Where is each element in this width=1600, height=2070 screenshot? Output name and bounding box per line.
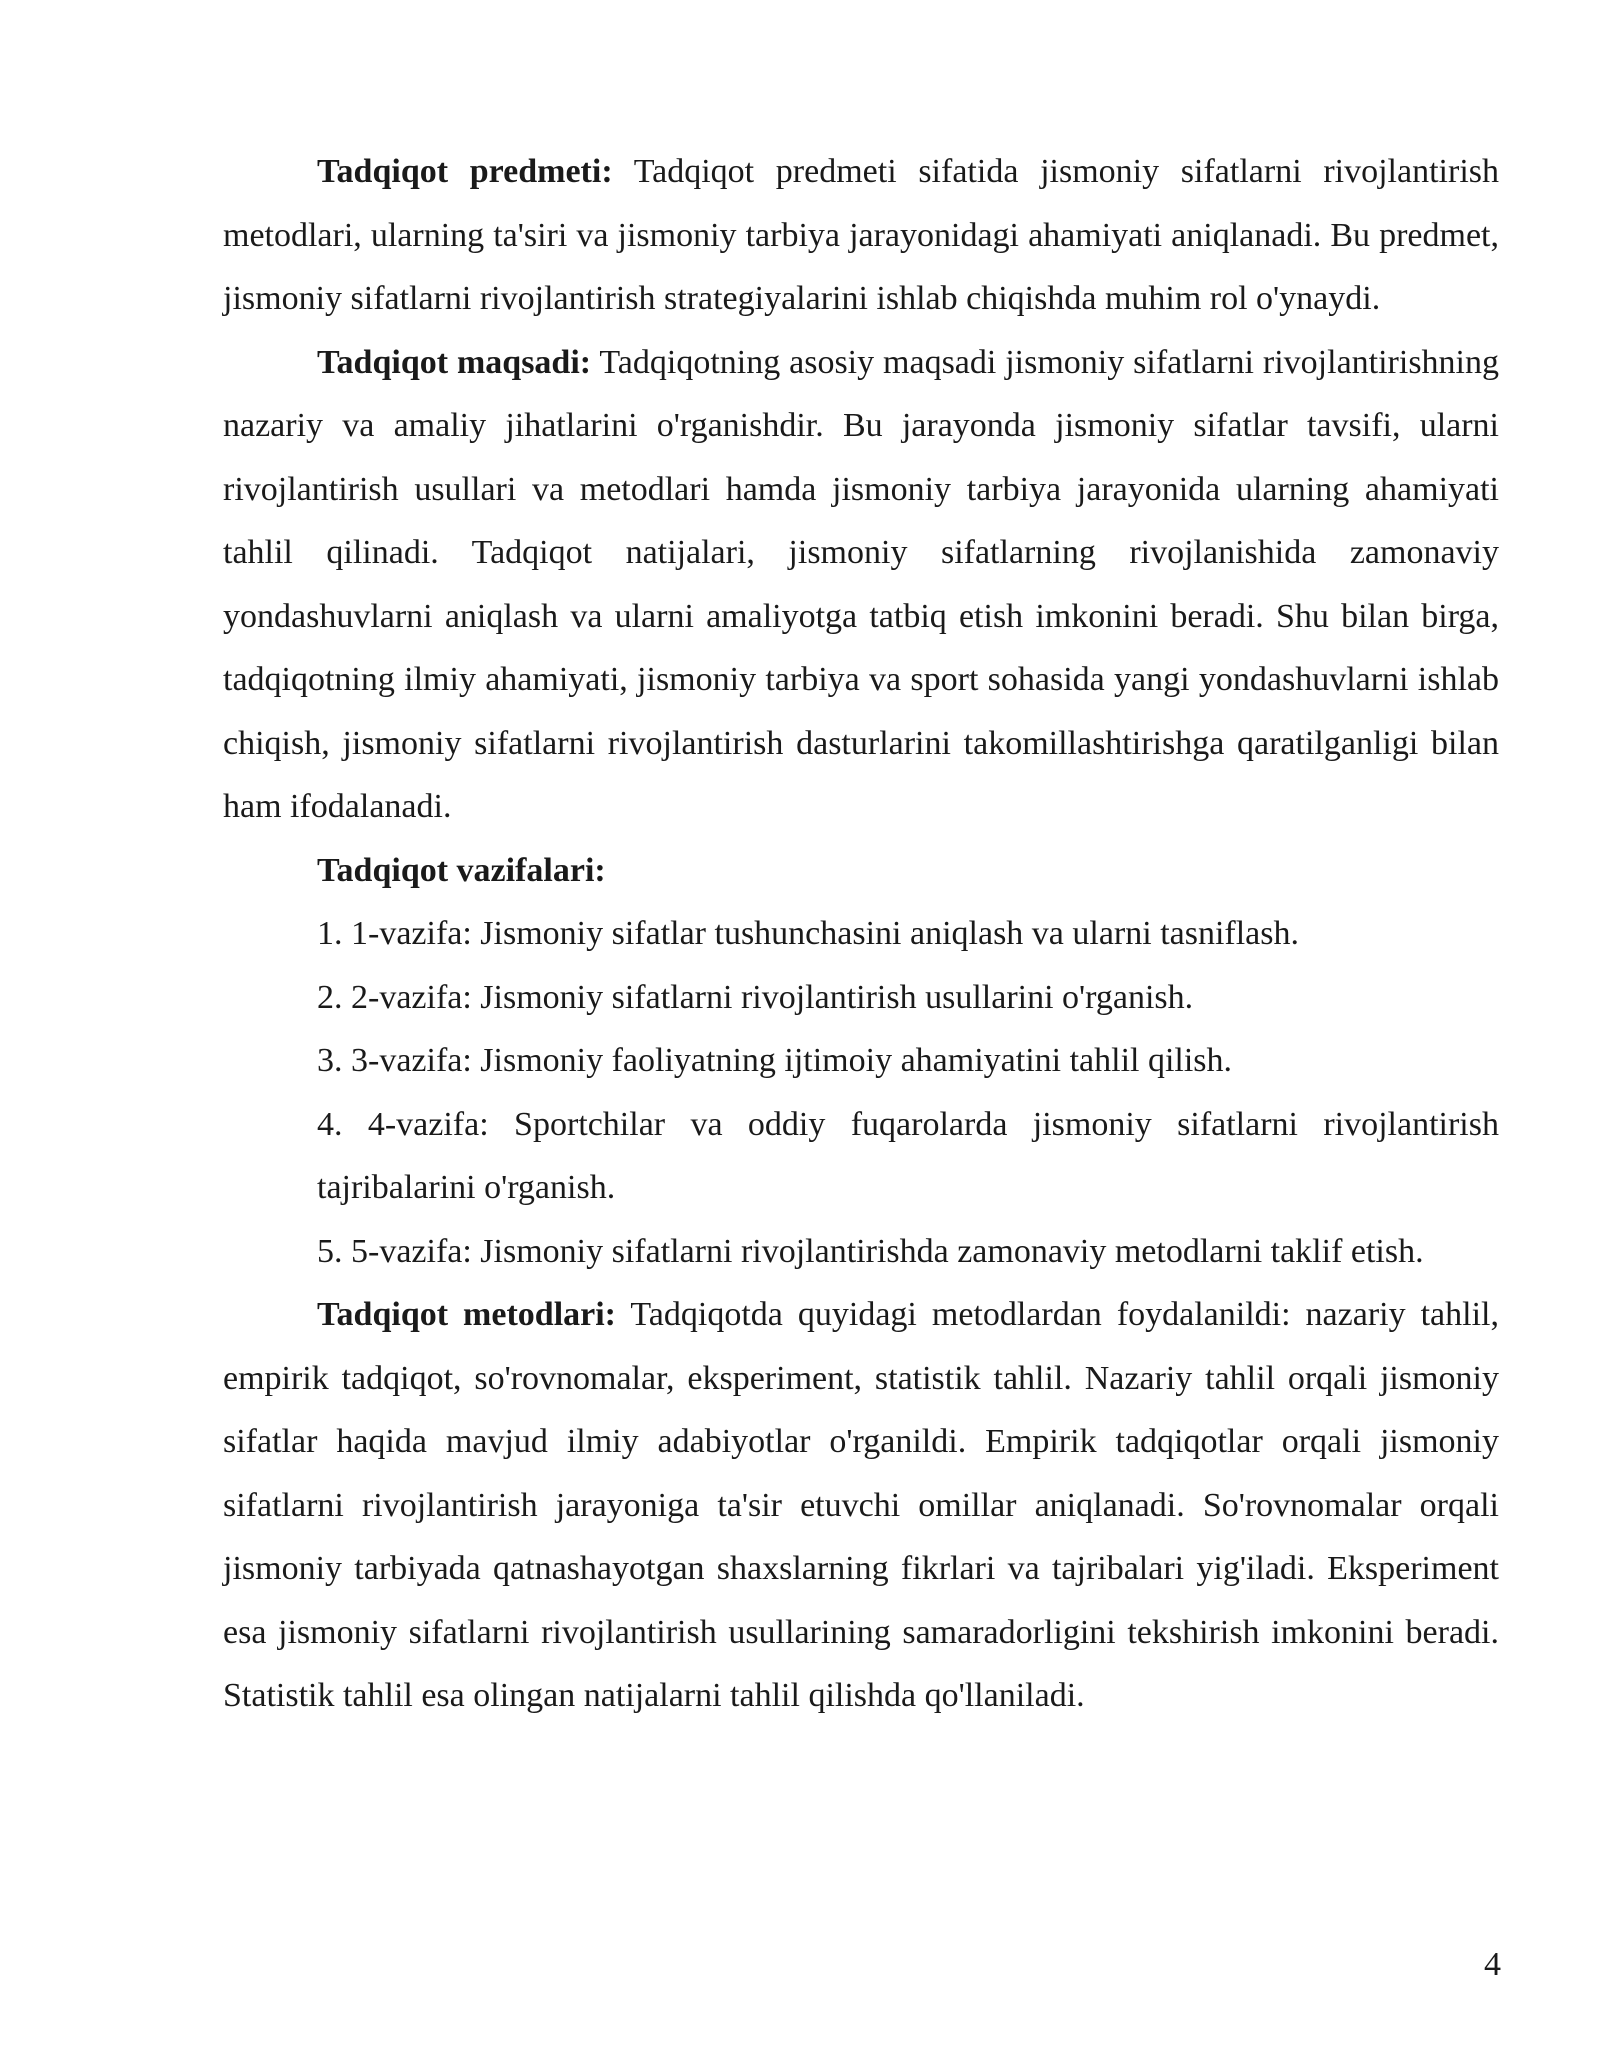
vazifalari-heading: Tadqiqot vazifalari: [317,851,606,889]
maqsadi-label: Tadqiqot maqsadi: [317,343,592,381]
document-page [223,140,1499,1728]
task-item-1: 1. 1-vazifa: Jismoniy sifatlar tushunchasini aniqlash va ularni tasniflash. [317,915,1299,952]
task-item-3: 3. 3-vazifa: Jismoniy faoliyatning ijtimoiy ahamiyatini tahlil qilish. [317,1042,1233,1079]
predmeti-text: Tadqiqot predmeti sifatida jismoniy sifatlarni rivojlantirish metodlari, ularning ta'siri va jismoniy tarbiya jarayonidagi ahamiyati aniqlanadi. Bu predmet, jismoniy sifatlarni rivojlantirish strategiyalarini ishlab chiqishda muhim rol o'ynaydi. [223,153,1499,317]
metodlari-label: Tadqiqot metodlari: [317,1296,617,1333]
task-item-2: 2. 2-vazifa: Jismoniy sifatlarni rivojlantirish usullarini o'rganish. [317,978,1194,1016]
paragraph-maqsadi [223,331,1499,839]
page-number: 4 [1484,1946,1501,1983]
maqsadi-text: Tadqiqotning asosiy maqsadi jismoniy sifatlarni rivojlantirishning nazariy va amaliy jihatlarini o'rganishdir. Bu jarayonda jismoniy sifatlar tavsifi, ularni rivojlantirish usullari va metodlari hamda jismoniy tarbiya jarayonida ularning ahamiyati tahlil qilinadi. Tadqiqot natijalari, jismoniy sifatlarning rivojlanishida zamonaviy yondashuvlarni aniqlash va ularni amaliyotga tatbiq etish imkonini beradi. Shu bilan birga, tadqiqotning ilmiy ahamiyati, jismoniy tarbiya va sport sohasida yangi yondashuvlarni ishlab chiqish, jismoniy sifatlarni rivojlantirish dasturlarini takomillashtirishga qaratilganligi bilan ham ifodalanadi. [223,343,1499,825]
predmeti-label: Tadqiqot predmeti: [317,153,613,190]
paragraph-predmeti [223,140,1499,331]
task-item-5: 5. 5-vazifa: Jismoniy sifatlarni rivojlantirishda zamonaviy metodlarni taklif etish. [317,1232,1424,1270]
paragraph-metodlari [223,1283,1499,1728]
metodlari-text: Tadqiqotda quyidagi metodlardan foydalanildi: nazariy tahlil, empirik tadqiqot, so'rovnomalar, eksperiment, statistik tahlil. Nazariy tahlil orqali jismoniy sifatlar haqida mavjud ilmiy adabiyotlar o'rganildi. Empirik tadqiqotlar orqali jismoniy sifatlarni rivojlantirish jarayoniga ta'sir etuvchi omillar aniqlanadi. So'rovnomalar orqali jismoniy tarbiyada qatnashayotgan shaxslarning fikrlari va tajribalari yig'iladi. Eksperiment esa jismoniy sifatlarni rivojlantirish usullarining samaradorligini tekshirish imkonini beradi. Statistik tahlil esa olingan natijalarni tahlil qilishda qo'llaniladi. [223,1296,1499,1714]
task-item-4: 4. 4-vazifa: Sportchilar va oddiy fuqarolarda jismoniy sifatlarni rivojlantirish tajribalarini o'rganish. [317,1105,1499,1206]
